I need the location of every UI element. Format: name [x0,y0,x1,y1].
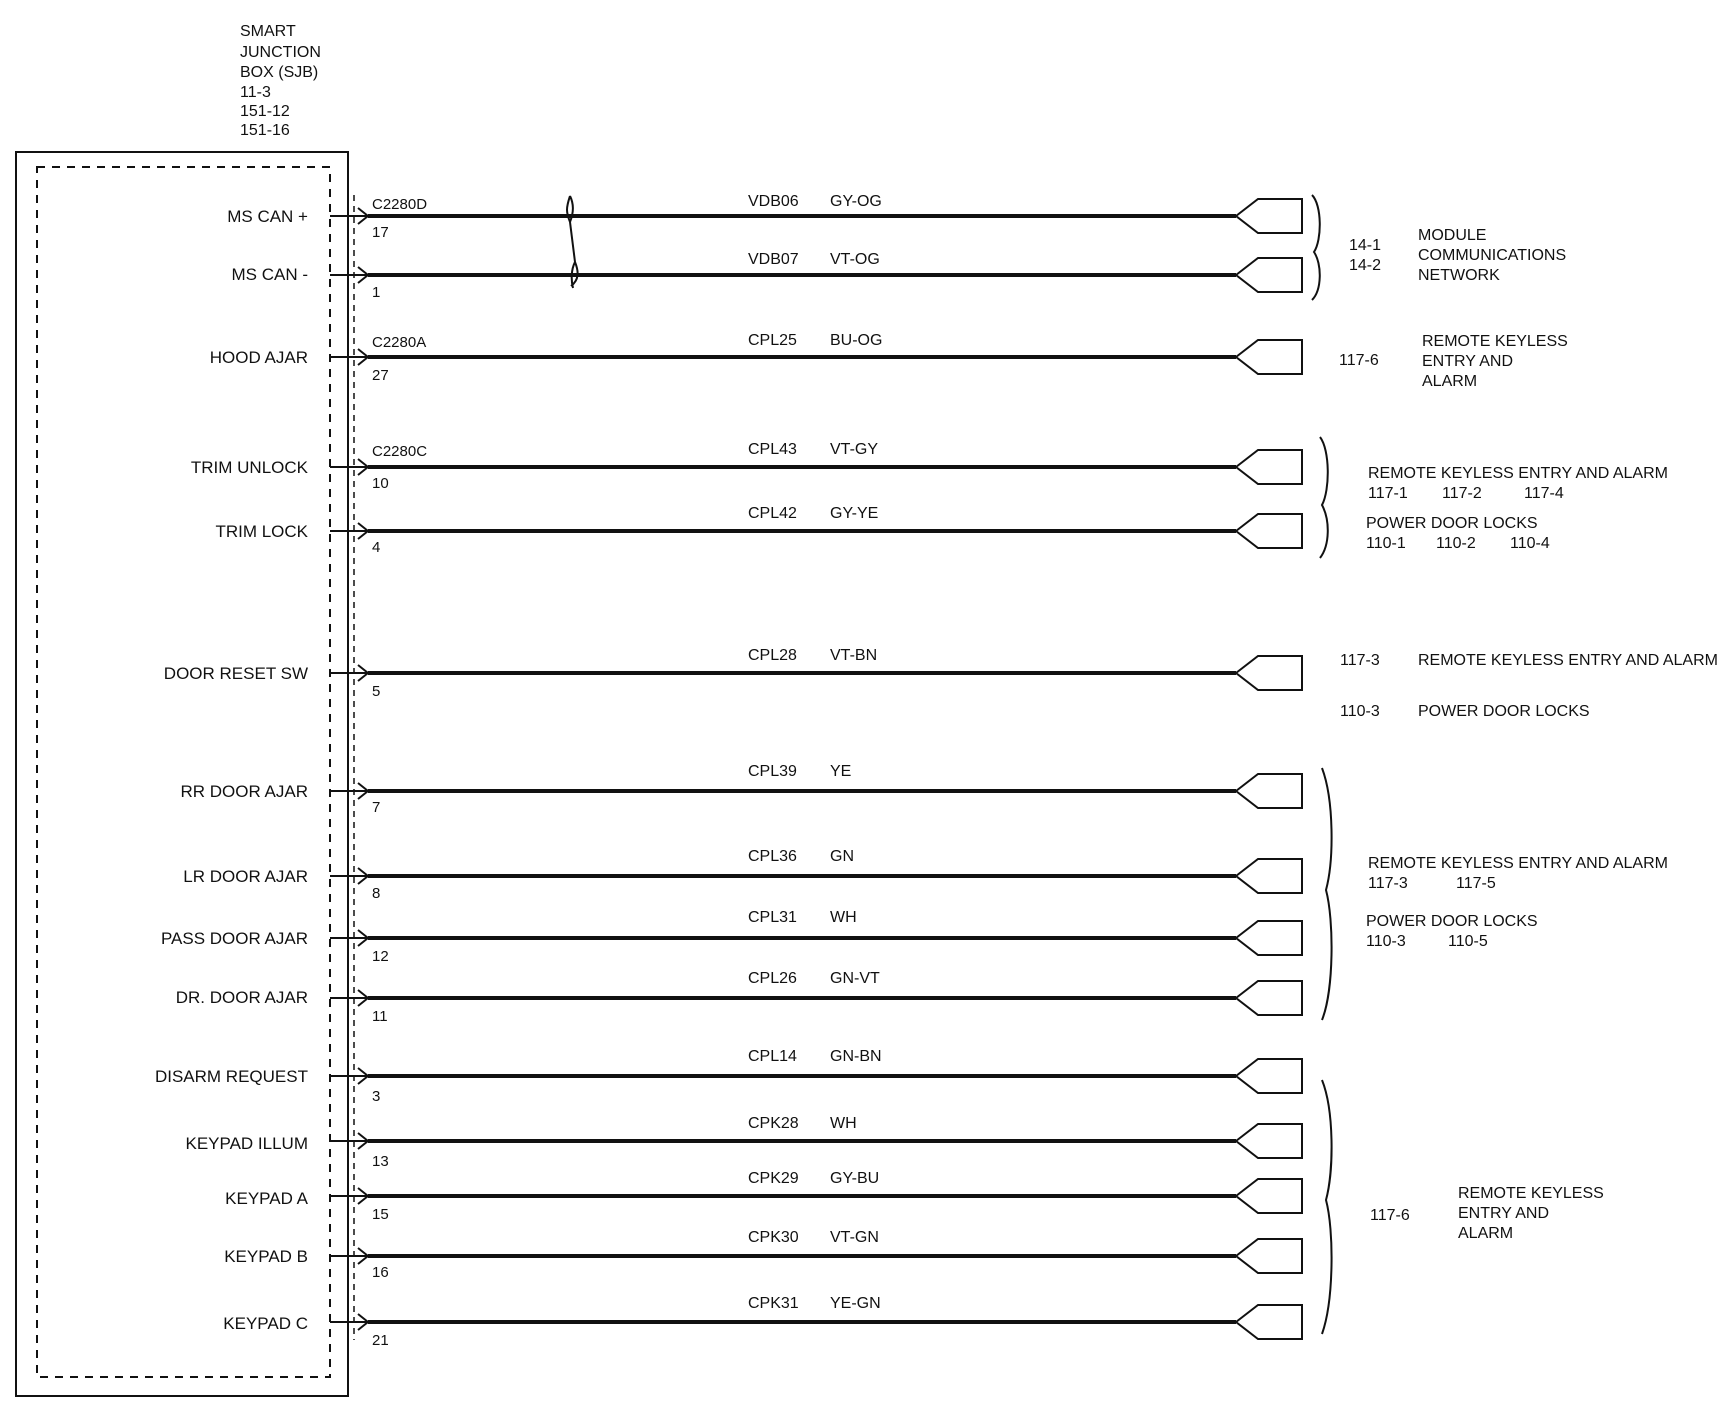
destinations [1339,227,1718,1242]
pin-number: 11 [372,1008,388,1025]
circuit-id: CPL28 [748,647,797,664]
keypad-label: ENTRY AND [1458,1205,1549,1222]
destination-connector [1236,1059,1302,1093]
bracket [1312,195,1320,300]
trim-rke-ref: 117-4 [1524,485,1564,502]
wire-color: GN-VT [830,970,880,987]
wire-color: GY-YE [830,505,879,522]
wire-color: YE [830,763,852,780]
destination-connector [1236,774,1302,808]
trim-pdl-ref: 110-2 [1436,535,1476,552]
doors-rke-label: REMOTE KEYLESS ENTRY AND ALARM [1368,855,1668,872]
destination-connector [1236,258,1302,292]
signal-label: DISARM REQUEST [154,1067,308,1086]
wire-color: GY-OG [830,193,882,210]
doors-pdl-ref: 110-5 [1448,933,1488,950]
pin-number: 27 [372,367,389,384]
hood-label: ALARM [1422,373,1478,390]
signal-label: TRIM LOCK [215,522,308,541]
doors-rke-ref: 117-5 [1456,875,1496,892]
destination-connector [1236,656,1302,690]
pin-number: 21 [372,1332,389,1349]
keypad-ref: 117-6 [1370,1207,1410,1224]
signal-label: DR. DOOR AJAR [175,988,308,1007]
mcn-label: NETWORK [1418,267,1500,284]
trim-rke-ref: 117-1 [1368,485,1408,502]
signal-label: MS CAN + [227,207,308,226]
wire-color: YE-GN [830,1295,881,1312]
trim-pdl-ref: 110-4 [1510,535,1550,552]
module-title-line: BOX (SJB) [240,64,319,81]
reset-pdl-label: POWER DOOR LOCKS [1418,703,1590,720]
trim-rke-ref: 117-2 [1442,485,1482,502]
hood-ref: 117-6 [1339,352,1379,369]
destination-brackets [1312,195,1332,1334]
pin-number: 13 [372,1153,389,1170]
mcn-label: COMMUNICATIONS [1418,247,1567,264]
signal-label: HOOD AJAR [209,348,308,367]
bracket [1322,768,1332,1020]
signal-label: LR DOOR AJAR [183,867,308,886]
signal-label: KEYPAD A [225,1189,308,1208]
module-title-line: SMART [240,23,296,40]
hood-label: REMOTE KEYLESS [1422,333,1568,350]
signal-label: KEYPAD C [223,1314,308,1333]
circuit-id: CPL26 [748,970,797,987]
doors-rke-ref: 117-3 [1368,875,1408,892]
wire-color: WH [830,909,857,926]
circuit-id: CPL36 [748,848,797,865]
hood-label: ENTRY AND [1422,353,1513,370]
pin-number: 17 [372,224,389,241]
reset-rke-label: REMOTE KEYLESS ENTRY AND ALARM [1418,652,1718,669]
circuit-id: CPL31 [748,909,797,926]
wire-rows [155,193,882,1349]
pin-number: 5 [372,683,381,700]
circuit-id: VDB06 [748,193,799,210]
wire-geometry [330,199,1302,1339]
circuit-id: CPL43 [748,441,797,458]
destination-connector [1236,859,1302,893]
circuit-id: CPK31 [748,1295,799,1312]
destination-connector [1236,450,1302,484]
wire-color: VT-BN [830,647,878,664]
pin-number: 8 [372,885,381,902]
wire-color: BU-OG [830,332,883,349]
wire-color: WH [830,1115,857,1132]
signal-label: MS CAN - [231,265,308,284]
reset-pdl-ref: 110-3 [1340,703,1380,720]
pin-number: 1 [372,284,381,301]
signal-label: KEYPAD ILLUM [185,1134,308,1153]
circuit-id: CPK30 [748,1229,799,1246]
mcn-label: MODULE [1418,227,1487,244]
wire-color: VT-OG [830,251,880,268]
circuit-id: CPL14 [748,1048,797,1065]
pin-number: 12 [372,948,389,965]
circuit-id: CPL42 [748,505,797,522]
trim-pdl-ref: 110-1 [1366,535,1406,552]
doors-pdl-ref: 110-3 [1366,933,1406,950]
module-title-line: JUNCTION [240,44,321,61]
destination-connector [1236,1305,1302,1339]
wire-color: VT-GY [830,441,879,458]
keypad-label: ALARM [1458,1225,1514,1242]
destination-connector [1236,1124,1302,1158]
keypad-label: REMOTE KEYLESS [1458,1185,1604,1202]
destination-connector [1236,340,1302,374]
wire-color: VT-GN [830,1229,879,1246]
circuit-id: CPK28 [748,1115,799,1132]
module-title-line: 151-16 [240,122,290,139]
bracket [1320,437,1328,558]
circuit-id: CPL25 [748,332,797,349]
circuit-id: VDB07 [748,251,799,268]
pin-number: 3 [372,1088,381,1105]
pin-number: 7 [372,799,381,816]
destination-connector [1236,1239,1302,1273]
trim-pdl-label: POWER DOOR LOCKS [1366,515,1538,532]
signal-label: DOOR RESET SW [163,664,308,683]
wire-color: GN [830,848,854,865]
module-title-line: 11-3 [240,84,271,101]
mcn-ref: 14-2 [1349,257,1382,274]
doors-pdl-label: POWER DOOR LOCKS [1366,913,1538,930]
wire-color: GY-BU [830,1170,880,1187]
circuit-id: CPL39 [748,763,797,780]
module-title-line: 151-12 [240,103,290,120]
pin-number: 10 [372,475,389,492]
signal-label: RR DOOR AJAR [180,782,308,801]
connector-id: C2280C [372,443,428,460]
destination-connector [1236,514,1302,548]
trim-rke-label: REMOTE KEYLESS ENTRY AND ALARM [1368,465,1668,482]
pin-number: 15 [372,1206,389,1223]
mcn-ref: 14-1 [1349,237,1382,254]
signal-label: KEYPAD B [224,1247,308,1266]
module-title [240,23,321,139]
circuit-id: CPK29 [748,1170,799,1187]
connector-id: C2280A [372,334,427,351]
bracket [1322,1080,1332,1334]
module-outline [16,152,348,1396]
destination-connector [1236,199,1302,233]
connector-id: C2280D [372,196,428,213]
pin-number: 4 [372,539,381,556]
signal-label: TRIM UNLOCK [190,458,308,477]
wire-color: GN-BN [830,1048,882,1065]
destination-connector [1236,981,1302,1015]
signal-label: PASS DOOR AJAR [160,929,308,948]
reset-rke-ref: 117-3 [1340,652,1380,669]
pin-number: 16 [372,1264,389,1281]
destination-connector [1236,1179,1302,1213]
destination-connector [1236,921,1302,955]
